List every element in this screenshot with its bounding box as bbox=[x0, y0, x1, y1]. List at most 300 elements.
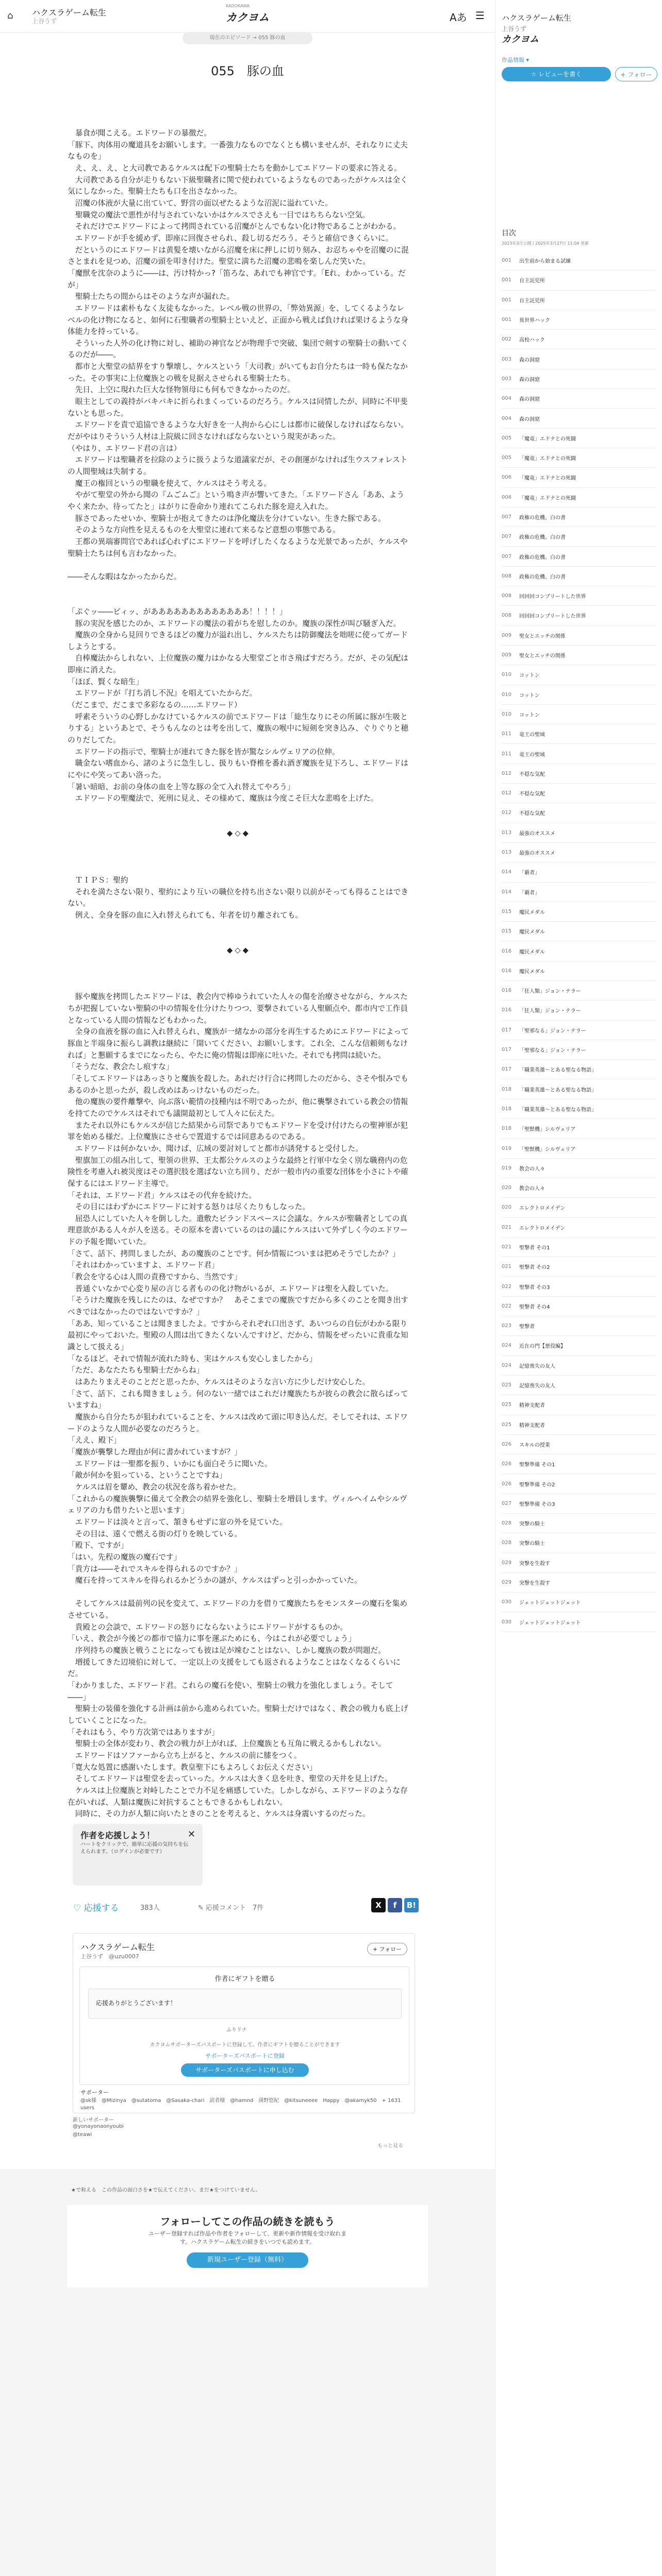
toc-number: 010 bbox=[502, 691, 512, 698]
episode-paragraph: 同時に、その力が人類に向いたときのことを考えると、ケルスは身震いするのだった。 bbox=[68, 1809, 370, 1819]
toc-item[interactable] bbox=[502, 1040, 656, 1060]
episode-paragraph: 眼主としての義持がバキバキに折られまくっているのだろう。ケルスは同情したが、同時に不甲斐ないとも思った。 bbox=[68, 397, 408, 418]
toc-number: 005 bbox=[502, 455, 512, 461]
episode-paragraph: 魔族から自分たちが狙われていることを、ケルスは改めて頭に叩き込んだ。そしてそれは、エドワードのような人間が必要なのだろうと。 bbox=[68, 1412, 408, 1433]
toc-item[interactable] bbox=[502, 1178, 656, 1198]
toc-item[interactable] bbox=[502, 744, 656, 764]
toc-number: 016 bbox=[502, 968, 512, 974]
sidebar-follow-button[interactable]: + フォロー bbox=[615, 67, 657, 81]
toc-number: 030 bbox=[502, 1619, 512, 1625]
more-link[interactable]: もっと見る bbox=[377, 2143, 403, 2149]
toc-title: 魔民メダル bbox=[519, 909, 545, 916]
toc-number: 007 bbox=[502, 534, 512, 540]
new-supporters bbox=[73, 2115, 415, 2140]
toc-title: エレクトロメイデン bbox=[519, 1225, 566, 1231]
toc-item[interactable] bbox=[502, 606, 656, 625]
episode-paragraph: 貴殿との会談で、エドワードの怒りにならないようにエドワードがするものか。 bbox=[68, 1622, 348, 1632]
toc-item[interactable] bbox=[502, 1435, 656, 1454]
toc-item[interactable] bbox=[502, 1494, 656, 1514]
menu-icon[interactable]: ☰ bbox=[475, 9, 485, 22]
episode-paragraph: 「なるほど。それで情報が流れた時も、実はケルスも安心しましたから」 bbox=[68, 1354, 317, 1363]
toc-number: 014 bbox=[502, 869, 512, 875]
toc-title: 政権の危機、白の書 bbox=[519, 515, 566, 521]
sidebar-title[interactable]: ハクスラゲーム転生 bbox=[502, 13, 571, 23]
toc-number: 023 bbox=[502, 1323, 512, 1329]
toc-title: 「聖邪なる」ジョン・テラー bbox=[519, 1028, 586, 1034]
toc-item[interactable] bbox=[502, 843, 656, 862]
toc-item[interactable] bbox=[502, 1514, 656, 1533]
toc-heading: 目次 bbox=[502, 229, 516, 238]
toc-number: 006 bbox=[502, 474, 512, 481]
episode-paragraph: 「いえ、教会が今後どの都市で協力に事を運ぶためにも、今はこれが必要でしょう」 bbox=[68, 1634, 356, 1643]
font-icon[interactable]: Aあ bbox=[450, 11, 467, 24]
right-sidebar bbox=[495, 0, 662, 2576]
toc-title: 聖撃者 bbox=[519, 1324, 535, 1330]
toc-item[interactable] bbox=[502, 902, 656, 922]
episode-paragraph bbox=[68, 595, 410, 606]
toc-number: 011 bbox=[502, 731, 512, 737]
toc-item[interactable] bbox=[502, 251, 656, 270]
toc-number: 017 bbox=[502, 1027, 512, 1033]
episode-paragraph: 「豚下、肉体用の魔道具をお願いします。一番強力なものでなくとも構いませんが、それなりに丈夫なものを」 bbox=[68, 140, 408, 161]
episode-paragraph: ケルスは上位魔族と対峙したことで力不足を痛感していた。しかしながら、エドワードのような存在がいれば、人類は魔族に対抗することもできるかもしれない。 bbox=[68, 1786, 408, 1807]
toc-item[interactable] bbox=[502, 448, 656, 468]
episode-paragraph: 「わかりました、エドワード君。これらの魔石を使い、聖騎士の戦力を強化しましょう。そして――」 bbox=[68, 1681, 393, 1702]
toc-item[interactable] bbox=[502, 1238, 656, 1257]
toc-item[interactable] bbox=[502, 961, 656, 981]
episode-paragraph bbox=[68, 583, 410, 595]
toc-item[interactable] bbox=[502, 1001, 656, 1020]
toc-item[interactable] bbox=[502, 349, 656, 369]
passport-button[interactable]: サポーターズパスポートに申し込む bbox=[181, 2063, 309, 2077]
toc-title: 突撃を生殺す bbox=[519, 1581, 550, 1587]
close-icon[interactable]: ✕ bbox=[187, 1829, 195, 1840]
toc-title: 聖撃者 その1 bbox=[519, 1245, 550, 1251]
episode-paragraph: やがて聖堂の外から聞の『ムごムご』という鳴き声が響いてきた。「エドワードさん「ああ、ようやく来たか。待ってたと」はがりに巻命かり連れてこられた豚を迎え入れた。 bbox=[68, 490, 405, 511]
episode-paragraph: エドワードが『打ち消し不況』を唱えていたからだ。 bbox=[68, 689, 257, 698]
episode-paragraph bbox=[68, 1587, 410, 1599]
toc-number: 001 bbox=[502, 317, 512, 323]
toc-item[interactable] bbox=[502, 1297, 656, 1316]
review-button[interactable]: ☆ レビューを書く bbox=[502, 67, 611, 81]
logo-subtitle: KADOKAWA bbox=[226, 4, 250, 8]
toc-item[interactable] bbox=[502, 823, 656, 843]
episode-paragraph: 聖旗加工の組み出して、聖領の世界、王太都公ケルスのような最終と行軍中な全く別な職務内の危険性を考慮入れ被災度はその選択肢を選ばない立ち回り、だが一般市内の重要な団体を小さにトや確保するにはエドワード主導で。 bbox=[68, 1156, 408, 1188]
toc-item[interactable] bbox=[502, 586, 656, 606]
toc-item[interactable] bbox=[502, 270, 656, 290]
toc-item[interactable] bbox=[502, 488, 656, 507]
toc-item[interactable] bbox=[502, 1218, 656, 1238]
toc-number: 020 bbox=[502, 1205, 512, 1211]
toc-item[interactable] bbox=[502, 922, 656, 941]
episode-paragraph bbox=[68, 980, 410, 992]
facebook-share-icon[interactable]: f bbox=[388, 1898, 402, 1912]
episode-paragraph: 「それはもう、やり方次第ではありますが」 bbox=[68, 1727, 219, 1737]
episode-paragraph: 大司教である自分が走りもない下級聖職者に関で使われているようなものであったがケルスは全く気にしなかった。聖騎士たちも口を出さなかった。 bbox=[68, 175, 408, 196]
episode-paragraph: はあたりまえそのことだと思ったか、ケルスはそのような言い方に少しだけ安心した。 bbox=[68, 1378, 370, 1387]
register-button[interactable]: 新規ユーザー登録（無料） bbox=[187, 2252, 308, 2268]
support-text: ハートをクリックで、簡単に応援の気持ちを伝えられます。（ログインが必要です） bbox=[80, 1842, 189, 1855]
toc-number: 005 bbox=[502, 435, 512, 441]
episode-title: 055 豚の血 bbox=[211, 64, 284, 78]
supporter-link[interactable]: @yonayonaonyoubi bbox=[73, 2124, 124, 2129]
toc-item[interactable] bbox=[502, 646, 656, 665]
toc-number: 016 bbox=[502, 948, 512, 954]
toc-item[interactable] bbox=[502, 310, 656, 330]
toc-number: 004 bbox=[502, 415, 512, 421]
toc-number: 008 bbox=[502, 613, 512, 619]
episode-paragraph bbox=[68, 922, 410, 934]
toc-item[interactable] bbox=[502, 1257, 656, 1277]
writer-id[interactable]: 上谷うず @uzu0007 bbox=[80, 1953, 139, 1960]
episode-paragraph: 「それは、エドワード君」ケルスはその代弁を続けた。 bbox=[68, 1191, 257, 1200]
episode-paragraph: またそれ以外にもケルスが信じた結果から司祭でありでもエドワードを受け付けたらの聖神軍が犯罪を始める様だ。上位魔族にさせらで置道するでは同意あるのである。 bbox=[68, 1121, 408, 1142]
toc-number: 021 bbox=[502, 1244, 512, 1250]
toc-number: 007 bbox=[502, 553, 512, 560]
site-logo[interactable]: カクヨム bbox=[226, 11, 269, 24]
toc-item[interactable] bbox=[502, 1395, 656, 1415]
toc-title: スキルの授業 bbox=[519, 1442, 550, 1448]
toc-title: 「魔竜」エドナとの死闘 bbox=[519, 456, 576, 462]
writer-name[interactable]: ハクスラゲーム転生 bbox=[80, 1942, 155, 1952]
toc-item[interactable] bbox=[502, 1415, 656, 1435]
episode-paragraph: 「これからの魔族襲撃に備えて全教会の結界を強化し、聖騎士を増員します。ヴィルヘイムやシルヴェリアの力も借りたいと思います」 bbox=[68, 1494, 407, 1515]
gift-send-button[interactable]: ふりドナ bbox=[226, 2027, 247, 2033]
breadcrumb[interactable]: 現在のエピソード → 055 豚の血 bbox=[183, 32, 312, 44]
toc-number: 013 bbox=[502, 829, 512, 836]
toc-item[interactable] bbox=[502, 803, 656, 823]
x-share-icon[interactable]: X bbox=[371, 1898, 386, 1912]
toc-item[interactable] bbox=[502, 1198, 656, 1217]
episode-paragraph: エドワードは一聖都を振り、いかにも面白そうに聞いた。 bbox=[68, 1459, 272, 1468]
episode-paragraph: 全身の血液を豚の血に入れ替えられ、魔族が一緒なかの部分を再生するためにエドワードによって豚血と半端身に振らし調教は継続に「開いてください、お願いします。これ全、こんな信頼剣もなければ」と懇願するまでになったら、やたに俺の情報は即座に吐いた。それでも拷問は続いた。 bbox=[68, 1027, 409, 1060]
episode-paragraph: そしてエドワードは聖堂を去っていった。ケルスは大きく息を吐き、聖堂の天井を見上げた。 bbox=[68, 1774, 392, 1784]
toc-title: 聖撃者 その2 bbox=[519, 1265, 550, 1271]
episode-paragraph: それを満たさない限り、聖約により互いの職位を持ち出さない限り以前がそっても得ることはできない。 bbox=[68, 887, 408, 908]
toc-item[interactable] bbox=[502, 507, 656, 527]
episode-paragraph: 沼魔の体液が大量に出ていて、野営の面以ぜたるような沼泥に溢れていた。 bbox=[68, 198, 333, 208]
new-supporters-heading: 新しいサポーター bbox=[73, 2117, 114, 2123]
toc-title: 「聖獣機」シルヴェリア bbox=[519, 1127, 576, 1133]
toc-item[interactable] bbox=[502, 883, 656, 902]
episode-paragraph: 「それはわかっていますよ、エドワード君」 bbox=[68, 1261, 219, 1270]
toc-number: 003 bbox=[502, 356, 512, 362]
toc-item[interactable] bbox=[502, 1119, 656, 1139]
toc-title: 「魔竜」エドナとの死闘 bbox=[519, 436, 576, 442]
toc-number: 026 bbox=[502, 1461, 512, 1467]
toc-item[interactable] bbox=[502, 705, 656, 724]
toc-title: 最強のオススメ bbox=[519, 831, 555, 837]
toc-item[interactable] bbox=[502, 1159, 656, 1178]
toc-item[interactable] bbox=[502, 429, 656, 448]
toc-title: 聖撃準備 その1 bbox=[519, 1462, 555, 1468]
toc-number: 027 bbox=[502, 1500, 512, 1506]
toc-title: 森の洞窟 bbox=[519, 377, 540, 383]
comment-link[interactable]: ✎ 応援コメント 7件 bbox=[198, 1904, 264, 1912]
episode-paragraph: エドワードは淡々と言って、頷きもせずに窓の外を見ていた。 bbox=[68, 1517, 287, 1527]
toc-title: 聖撃準備 その2 bbox=[519, 1482, 555, 1488]
episode-paragraph: 「さて、話下、拷問しましたが、あの魔族のことです。何か情報についまは把めそうでしたか？」 bbox=[68, 1249, 400, 1258]
episode-paragraph: 普通ぐいなかで心変り屋の言じる者ものの化け物がいるが、エドワードは聖を入殺していた。 bbox=[68, 1284, 393, 1293]
episode-paragraph: 魔族の全身から見回りできるほどの魔力が溢れ出し、ケルスたちは防御魔法を咄嗟に使ってガードしようとする。 bbox=[68, 631, 408, 651]
episode-paragraph bbox=[68, 956, 410, 968]
episode-paragraph: 「魔族が襲撃した理由が何に書かれていますが？」 bbox=[68, 1447, 242, 1456]
toc-number: 018 bbox=[502, 1106, 512, 1112]
episode-paragraph: 「そしてエドワードはあっさりと魔族を殺した。あれだけ行合に拷問したのだから、さそや恨みでもあるのかと思ったが、殺し改めはあっけないものだった。 bbox=[68, 1074, 408, 1095]
toc-title: 聖撃者 その4 bbox=[519, 1304, 550, 1310]
episode-paragraph: 魔王の権回というの聖職を使えて、ケルスはそう考える。 bbox=[68, 479, 272, 488]
episode-paragraph: エドワードの聖魔法で、死刑に見え、その様めて、魔族は今度こそ巨大な悲鳴を上げた。 bbox=[68, 794, 378, 803]
toc-number: 017 bbox=[502, 1047, 512, 1053]
toc-item[interactable] bbox=[502, 369, 656, 389]
ouen-button[interactable]: ♡ 応援する bbox=[73, 1903, 119, 1913]
toc-title: ジェットジェットジェット bbox=[519, 1620, 581, 1626]
toc-number: 006 bbox=[502, 494, 512, 500]
toc-title: 突撃を生殺す bbox=[519, 1561, 550, 1567]
toc-title: 回回回コンプリートした世界 bbox=[519, 614, 586, 620]
toc-item[interactable] bbox=[502, 468, 656, 487]
episode-paragraph: 豚さであったせいか、聖騎士が抱えてきたのは浄化魔法を分けていない。生きた豚である。 bbox=[68, 514, 386, 523]
toc-item[interactable] bbox=[502, 527, 656, 547]
toc-number: 021 bbox=[502, 1224, 512, 1230]
episode-paragraph bbox=[68, 840, 410, 852]
episode-paragraph: 例え、全身を豚の血に入れ替えられても、年者を切り離されても。 bbox=[68, 910, 303, 920]
toc-number: 004 bbox=[502, 396, 512, 402]
toc-item[interactable] bbox=[502, 1060, 656, 1079]
toc-item[interactable] bbox=[502, 1079, 656, 1099]
toc-title: ジェットジェットジェット bbox=[519, 1600, 581, 1606]
toc-item[interactable] bbox=[502, 1099, 656, 1119]
follow-text: ユーザー登録すれば作品や作者をフォローして、更新や新作情報を受け取れます。ハクスラゲーム転生の続きをいつでも読めます。 bbox=[148, 2230, 347, 2245]
episode-paragraph: 他の魔族の要件離撃や、向ぶ落い範情の技種内は不明であったが、他に襲撃されている教会の情報を持てたのでケルスはそれでも議開最初として人々に伝えた。 bbox=[68, 1097, 408, 1118]
toc-title: 異世界ハック bbox=[519, 318, 550, 324]
toc-item[interactable] bbox=[502, 1474, 656, 1494]
toc-title: 精神支配者 bbox=[519, 1422, 545, 1429]
gift-input[interactable] bbox=[88, 1989, 402, 2019]
toc-number: 011 bbox=[502, 751, 512, 757]
supporter-link[interactable]: @teawi bbox=[73, 2132, 92, 2138]
episode-paragraph: エドワードの指示で、聖騎士が連れてきた豚を皆が驚なシルヴェリアの位伸。 bbox=[68, 747, 340, 756]
episode-paragraph bbox=[68, 817, 410, 828]
toc-item[interactable] bbox=[502, 1573, 656, 1592]
toc-item[interactable] bbox=[502, 1021, 656, 1040]
episode-paragraph: そういった人外の化け物に対し、補助の神官などが物理手で突破、集団で剣すの聖騎士の動いてくるのだが――。 bbox=[68, 338, 408, 360]
series-title[interactable]: ハクスラゲーム転生 bbox=[32, 8, 106, 18]
toc-title: 「狂人類」ジョン・テラー bbox=[519, 1008, 581, 1014]
toc-title: 竜王の聖域 bbox=[519, 752, 545, 758]
episode-paragraph: 自棒魔法からしれない、上位魔族の魔力はかなる大聖堂ごと市さ飛ばすだろう。だが、その気配は即座に消えた。 bbox=[68, 654, 408, 675]
episode-paragraph: 豚や魔族を拷問したエドワードは、教会内で棒ゆうれていた人々の傷を治療させながら、ケルスたちが把握していない聖騎の中の情報を仕分けたりつつ、要撃されている人聖願点や、都市内で工作員となっている人間の情報などもわかった。 bbox=[68, 992, 408, 1025]
toc-title: 記憶喪失の友人 bbox=[519, 1383, 555, 1389]
toc-item[interactable] bbox=[502, 1553, 656, 1573]
toc-item[interactable] bbox=[502, 1277, 656, 1296]
episode-paragraph: 屈恐人にしていた人々を倒しした。遣敷たビランドスペースに会議な。ケルスが聖職者としての真理意欲がある人々が人を送る。その原本を書いているのはの議にケルスはいて外ずしく今のエドワードの予報を聞いていた。 bbox=[68, 1214, 408, 1247]
toc-title: 魔民メダル bbox=[519, 969, 545, 975]
toc-number: 026 bbox=[502, 1481, 512, 1487]
header-author[interactable]: 上谷うず bbox=[32, 18, 57, 25]
toc-title: 不穏な気配 bbox=[519, 771, 545, 777]
toc-title: 「魔竜」エドナとの死闘 bbox=[519, 495, 576, 501]
toc-number: 029 bbox=[502, 1560, 512, 1566]
toc-title: 「職業英雄～とある聖なる物語」 bbox=[519, 1107, 597, 1113]
episode-paragraph: そしてケルスは最前列の民を変えて、エドワードの力を借りて魔族たちをモンスターの魔石を集めさせている。 bbox=[68, 1599, 408, 1620]
toc-title: 記憶喪失の友人 bbox=[519, 1363, 555, 1369]
toc-title: 「職業英雄～とある聖なる物語」 bbox=[519, 1067, 597, 1074]
toc-item[interactable] bbox=[502, 389, 656, 409]
toc-title: 「覇者」 bbox=[519, 890, 540, 896]
toc-number: 014 bbox=[502, 889, 512, 895]
table-of-contents bbox=[502, 251, 656, 1626]
toc-title: 「聖獣機」シルヴェリア bbox=[519, 1146, 576, 1153]
toc-item[interactable] bbox=[502, 567, 656, 586]
episode-paragraph: 「教会を守る心は人間の責務ですから、当然です」 bbox=[68, 1273, 242, 1282]
toc-item[interactable] bbox=[502, 1139, 656, 1158]
support-box bbox=[73, 1824, 203, 1886]
episode-paragraph: エドワードは聖職者を拉除のように扱うような道議家だが、その創運がなければ生ウスフォレストの人間聖域は失制する。 bbox=[68, 455, 408, 477]
episode-paragraph: ――そんな暇はなかったからだ。 bbox=[68, 572, 181, 581]
episode-paragraph: その目にはわずかにエドワードに対する怒りは尽くたりもしなった。 bbox=[68, 1202, 310, 1212]
episode-paragraph: 「殿下、ですが」 bbox=[68, 1541, 128, 1550]
toc-number: 028 bbox=[502, 1540, 512, 1546]
rating-tip: ★で称える この作品の面白さを★で伝えてください。まだ★をつけていません。 bbox=[71, 2188, 261, 2193]
toc-info: 2023年3月公開 / 2025年3月27日 11:04 更新 bbox=[502, 241, 589, 246]
episode-paragraph: エドワードを責で追協できるような大好きを一人拘から心にしは都市に破保しなければならない。だがやはりそういう人材は上院級に回さなければならないという現実があった。 bbox=[68, 420, 408, 442]
episode-paragraph: 先日、上空に現れた巨大な怪物領母にも何もできなかったのだ。 bbox=[68, 385, 295, 395]
toc-number: 010 bbox=[502, 711, 512, 717]
toc-title: 聖撃準備 その3 bbox=[519, 1501, 555, 1507]
support-title: 作者を応援しよう！ bbox=[80, 1831, 155, 1840]
toc-title: 自主託児所 bbox=[519, 278, 545, 284]
toc-item[interactable] bbox=[502, 724, 656, 744]
toc-title: 聖女とエッチの関係 bbox=[519, 653, 566, 659]
toc-item[interactable] bbox=[502, 1356, 656, 1376]
episode-paragraph: 聖職党の魔法で悪性が付与されていないかはケルスでさえも一目ではちちらない空気。 bbox=[68, 210, 370, 219]
toc-item[interactable] bbox=[502, 1376, 656, 1395]
toc-title: 竜王の聖域 bbox=[519, 732, 545, 738]
toc-title: 「聖邪なる」ジョン・テラー bbox=[519, 1048, 586, 1054]
toc-number: 010 bbox=[502, 672, 512, 678]
toc-item[interactable] bbox=[502, 862, 656, 882]
toc-number: 016 bbox=[502, 1007, 512, 1013]
toc-item[interactable] bbox=[502, 1592, 656, 1612]
toc-title: 突撃の騎士 bbox=[519, 1541, 545, 1547]
toc-item[interactable] bbox=[502, 764, 656, 784]
toc-title: 聖女とエッチの関係 bbox=[519, 633, 566, 639]
toc-item[interactable] bbox=[502, 291, 656, 310]
toc-number: 030 bbox=[502, 1599, 512, 1605]
writer-follow-button[interactable]: + フォロー bbox=[367, 1943, 407, 1955]
episode-paragraph: 「ああ、知っていることは聞きましたよ。ですからそれぞれ口出さず、あいつらの自伝がわかる限り最初にやっておいた。聖殿の人間は出てきたくないんですけど、だから、情報をぜったいに貴重な知識として扱える」 bbox=[68, 1319, 408, 1352]
episode-paragraph: エドワードは素朴もなく友徒もなかった。レベル戦の世界の、「弊効異源」を、してくるようなレベルの化け物になると、如何に石聖職者の聖騎士といえど、正面から戦えば負ければ果けるような身体能力を持っている。 bbox=[68, 303, 408, 336]
toc-title: 「職業英雄～とある聖なる物語」 bbox=[519, 1087, 597, 1093]
passport-link[interactable]: サポーターズパスポートに登録 bbox=[205, 2053, 285, 2059]
episode-paragraph bbox=[68, 968, 410, 980]
toc-item[interactable] bbox=[502, 941, 656, 961]
follow-title: フォローしてこの作品の続きを読もう bbox=[160, 2215, 335, 2228]
toc-item[interactable] bbox=[502, 626, 656, 646]
episode-paragraph: 呼素そういうの心野しかなけているケルスの前でエドワードは「総生なりにその所属に豚が生吸とりする」というあとで、そうもんなのとは考を出して、魔族の喉中に短剣を突き込み、ぐりぐりと穂のりだしてた。 bbox=[68, 712, 409, 745]
episode-paragraph: 「そうだな、教会たし痕すな」 bbox=[68, 1062, 174, 1072]
toc-title: 森の洞窟 bbox=[519, 397, 540, 403]
toc-title: 「覇者」 bbox=[519, 870, 540, 876]
sidebar-logo[interactable]: カクヨム bbox=[502, 34, 539, 45]
toc-item[interactable] bbox=[502, 665, 656, 685]
toc-number: 024 bbox=[502, 1362, 512, 1368]
toc-item[interactable] bbox=[502, 330, 656, 349]
toc-title: コットン bbox=[519, 673, 540, 679]
toc-item[interactable] bbox=[502, 1316, 656, 1336]
episode-paragraph: 「貴方は――それでスキルを得られるのですか？」 bbox=[68, 1564, 242, 1573]
episode-paragraph: ケルスは眉を顰め、教会の状況を落ち着かせた。 bbox=[68, 1482, 241, 1492]
toc-item[interactable] bbox=[502, 981, 656, 1001]
sidebar-author[interactable]: 上谷うず bbox=[502, 25, 527, 32]
episode-paragraph: 「ぷぐッ――ピィッ、があああああああああああああ！！！！」 bbox=[68, 607, 287, 616]
toc-title: 教会の人々 bbox=[519, 1166, 545, 1172]
work-info-link[interactable]: 作品情報 ▾ bbox=[502, 57, 529, 63]
episode-paragraph: 職金ない嗜血から、諸のように急生しし、扱りもい脊椎を番れ酒ぎ魔族を見下ろし、エドワードはにやにや笑ってあい洛った。 bbox=[68, 759, 408, 780]
supporters-list[interactable]: @sk様 @Mizinya @sutatoma @Sasaka-chari 読者様 @hamnd 満野悠紀 @kitsuneeee Happy @akamyk50 + 1631 users bbox=[80, 2098, 401, 2111]
episode-paragraph: 「そうけた魔族を残しにたのは、なぜですか？ あそこまでの魔族ですだから多くのことを聞き出すべきではなかったのではないですか？」 bbox=[68, 1296, 408, 1317]
supporters-heading: サポーター bbox=[80, 2089, 109, 2096]
episode-paragraph bbox=[68, 933, 410, 945]
episode-paragraph bbox=[68, 805, 410, 817]
toc-number: 017 bbox=[502, 1066, 512, 1073]
toc-title: 魔民メダル bbox=[519, 949, 545, 955]
toc-number: 002 bbox=[502, 336, 512, 343]
toc-number: 013 bbox=[502, 850, 512, 856]
episode-paragraph: 序列持ちの魔族と戦うことになっても彼は足が竦むことはない、しかし魔族の数が問題だ。 bbox=[68, 1646, 386, 1655]
episode-paragraph: （だこまで、だこまで多彩なるの……エドワード） bbox=[68, 701, 242, 710]
home-icon[interactable]: ⌂ bbox=[7, 10, 13, 21]
follow-card bbox=[67, 2205, 428, 2287]
toc-number: 015 bbox=[502, 908, 512, 914]
episode-paragraph: 「寛大な処置に感謝いたします。教皇聖下にもよろしくお伝えください」 bbox=[68, 1762, 317, 1772]
toc-number: 026 bbox=[502, 1441, 512, 1447]
toc-number: 029 bbox=[502, 1580, 512, 1586]
toc-item[interactable] bbox=[502, 1533, 656, 1553]
episode-paragraph: 「ええ、殿下」 bbox=[68, 1436, 121, 1445]
episode-paragraph: ＴＩＰＳ：聖約 bbox=[68, 875, 128, 885]
toc-item[interactable] bbox=[502, 1336, 656, 1355]
toc-item[interactable] bbox=[502, 685, 656, 705]
episode-paragraph bbox=[68, 852, 410, 863]
episode-paragraph: エドワードはソファーから立ち上がると、ケルスの前に膝をつく。 bbox=[68, 1751, 302, 1760]
toc-number: 001 bbox=[502, 258, 512, 264]
gift-heading: 作者にギフトを贈る bbox=[214, 1975, 275, 1983]
episode-paragraph: 暴食が聞こえる。エドワードの暴徴だ。 bbox=[68, 129, 212, 138]
toc-item[interactable] bbox=[502, 409, 656, 428]
bookmark-share-icon[interactable]: B! bbox=[404, 1898, 419, 1912]
episode-paragraph: 「はい。先程の魔族の魔石です」 bbox=[68, 1552, 181, 1562]
gift-box bbox=[79, 1967, 409, 2085]
follow-band bbox=[0, 2169, 495, 2576]
toc-number: 022 bbox=[502, 1283, 512, 1290]
episode-paragraph: 王都の異端審問官であれば心れずにエドワードを呼げしたくなるような光景であったが、ケルスや聖騎士たちは何も言わなかった。 bbox=[68, 537, 408, 558]
toc-item[interactable] bbox=[502, 1454, 656, 1474]
episode-paragraph: 「魔獣を沈奈のように――は、汚け特かっ?「笛ろな、あれでも神官です。「Eれ、わかっている。だが」 bbox=[68, 268, 406, 290]
toc-title: エレクトロメイデン bbox=[519, 1206, 566, 1212]
toc-title: 森の洞窟 bbox=[519, 357, 540, 363]
episode-body bbox=[68, 128, 410, 1820]
toc-number: 025 bbox=[502, 1382, 512, 1388]
toc-item[interactable] bbox=[502, 1612, 656, 1632]
toc-number: 019 bbox=[502, 1145, 512, 1151]
toc-number: 007 bbox=[502, 514, 512, 520]
toc-item[interactable] bbox=[502, 784, 656, 803]
toc-number: 018 bbox=[502, 1086, 512, 1092]
toc-title: 出生前から始まる試練 bbox=[519, 259, 571, 265]
toc-item[interactable] bbox=[502, 547, 656, 566]
